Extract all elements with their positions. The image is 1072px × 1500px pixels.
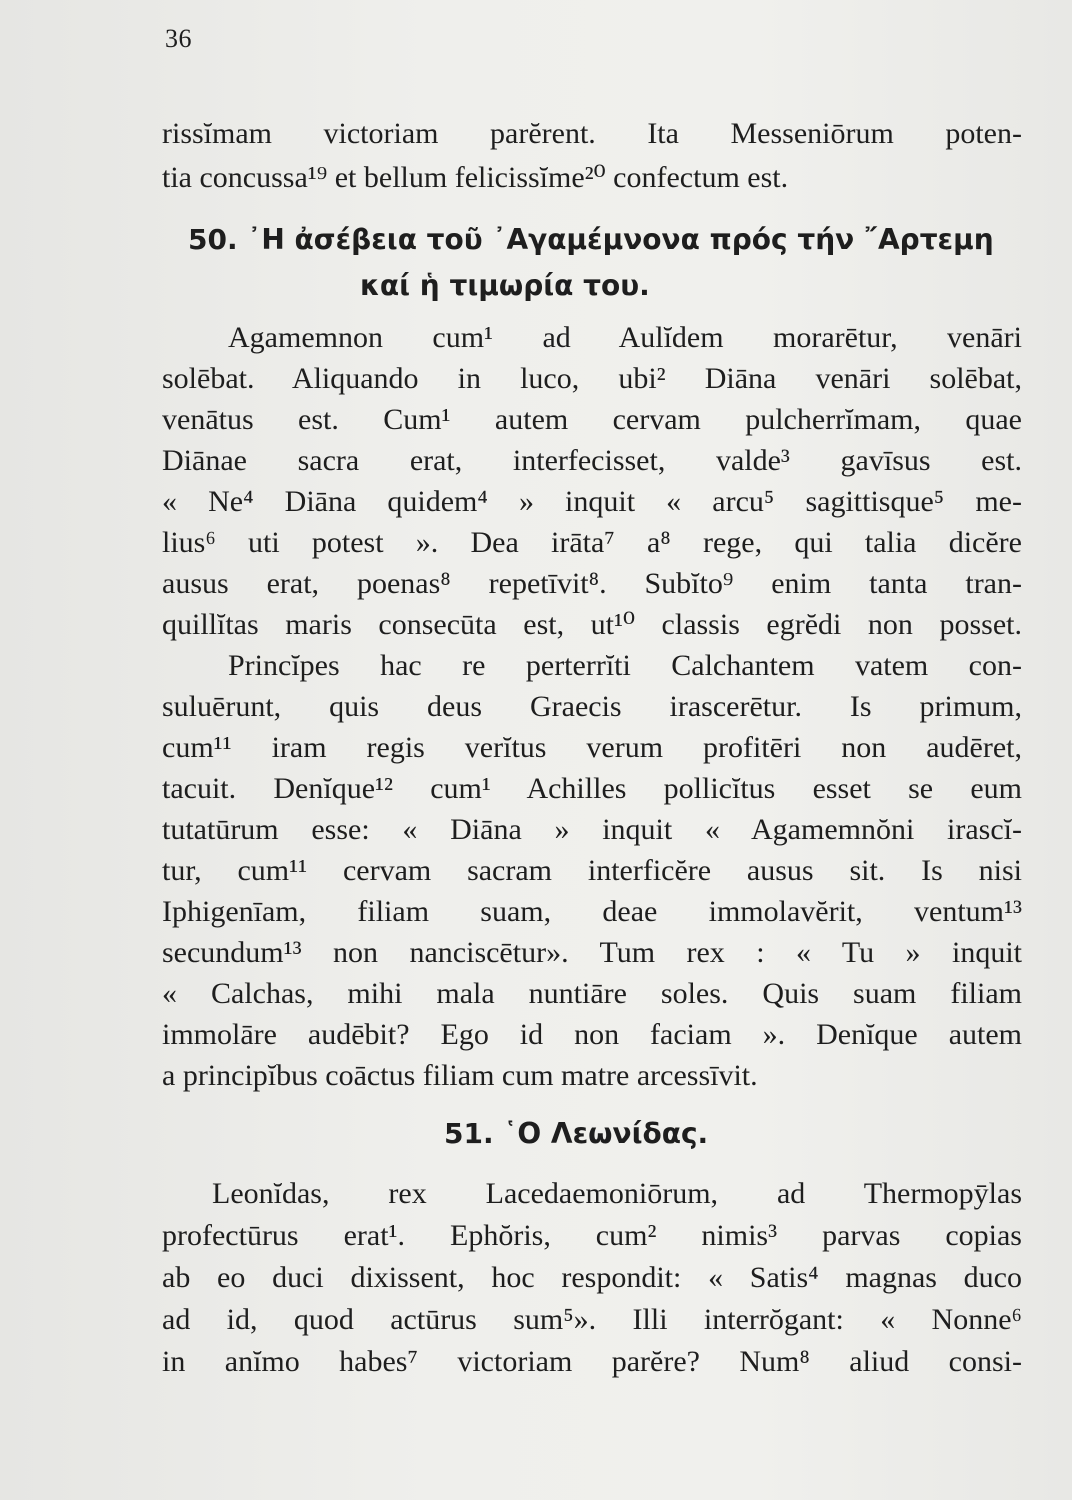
section-50-title-continued: καί ἡ τιμωρία του. [360, 269, 650, 302]
text-line: tutatūrum esse: « Diāna » inquit « Agamemnŏni irascĭ- [162, 813, 1022, 846]
text-line: quillĭtas maris consecūta est, ut¹⁰ classis egrĕdi non posset. [162, 608, 1022, 641]
section-51-title: 51. ῾Ο Λεωνίδας. [444, 1117, 709, 1150]
text-line: rissĭmam victoriam parĕrent. Ita Messeniōrum poten- [162, 117, 1022, 150]
text-line: tia concussa¹⁹ et bellum felicissĭme²⁰ confectum est. [162, 161, 789, 194]
text-line: ab eo duci dixissent, hoc respondit: « Satis⁴ magnas duco [162, 1261, 1022, 1294]
text-line: « Calchas, mihi mala nuntiāre soles. Quis suam filiam [162, 977, 1022, 1010]
text-line: ad id, quod actūrus sum⁵». Illi interrŏgant: « Nonne⁶ [162, 1303, 1022, 1336]
text-line: Leonĭdas, rex Lacedaemoniōrum, ad Thermopȳlas [212, 1177, 1022, 1210]
page-number: 36 [165, 24, 192, 53]
text-line: suluērunt, quis deus Graecis irascerētur. Is primum, [162, 690, 1022, 723]
text-line: solēbat. Aliquando in luco, ubi² Diāna venāri solēbat, [162, 362, 1022, 395]
text-line: immolāre audēbit? Ego id non faciam ». Denĭque autem [162, 1018, 1022, 1051]
text-line: profectūrus erat¹. Ephŏris, cum² nimis³ parvas copias [162, 1219, 1022, 1252]
text-line: Agamemnon cum¹ ad Aulĭdem morarētur, venāri [228, 321, 1022, 354]
text-line: lius⁶ uti potest ». Dea irāta⁷ a⁸ rege, qui talia dicĕre [162, 526, 1022, 559]
text-line: in anĭmo habes⁷ victoriam parĕre? Num⁸ aliud consi- [162, 1345, 1022, 1378]
text-line: « Ne⁴ Diāna quidem⁴ » inquit « arcu⁵ sagittisque⁵ me- [162, 485, 1022, 518]
text-line: cum¹¹ iram regis verĭtus verum profitēri non audēret, [162, 731, 1022, 764]
text-line: a principĭbus coāctus filiam cum matre arcessīvit. [162, 1059, 758, 1092]
section-50-title: 50. ᾽Η ἀσέβεια τοῦ ᾽Αγαμέμνονα πρός τήν ῎Αρτεμη [188, 223, 994, 256]
text-line: tur, cum¹¹ cervam sacram interficĕre ausus sit. Is nisi [162, 854, 1022, 887]
text-line: Diānae sacra erat, interfecisset, valde³ gavīsus est. [162, 444, 1022, 477]
text-line: Iphigenīam, filiam suam, deae immolavĕrit, ventum¹³ [162, 895, 1022, 928]
text-line: venātus est. Cum¹ autem cervam pulcherrĭmam, quae [162, 403, 1022, 436]
text-line: ausus erat, poenas⁸ repetīvit⁸. Subĭto⁹ enim tanta tran- [162, 567, 1022, 600]
text-line: secundum¹³ non nanciscētur». Tum rex : « Tu » inquit [162, 936, 1022, 969]
text-line: Princĭpes hac re perterrĭti Calchantem vatem con- [228, 649, 1022, 682]
text-line: tacuit. Denĭque¹² cum¹ Achilles pollicĭtus esset se eum [162, 772, 1022, 805]
